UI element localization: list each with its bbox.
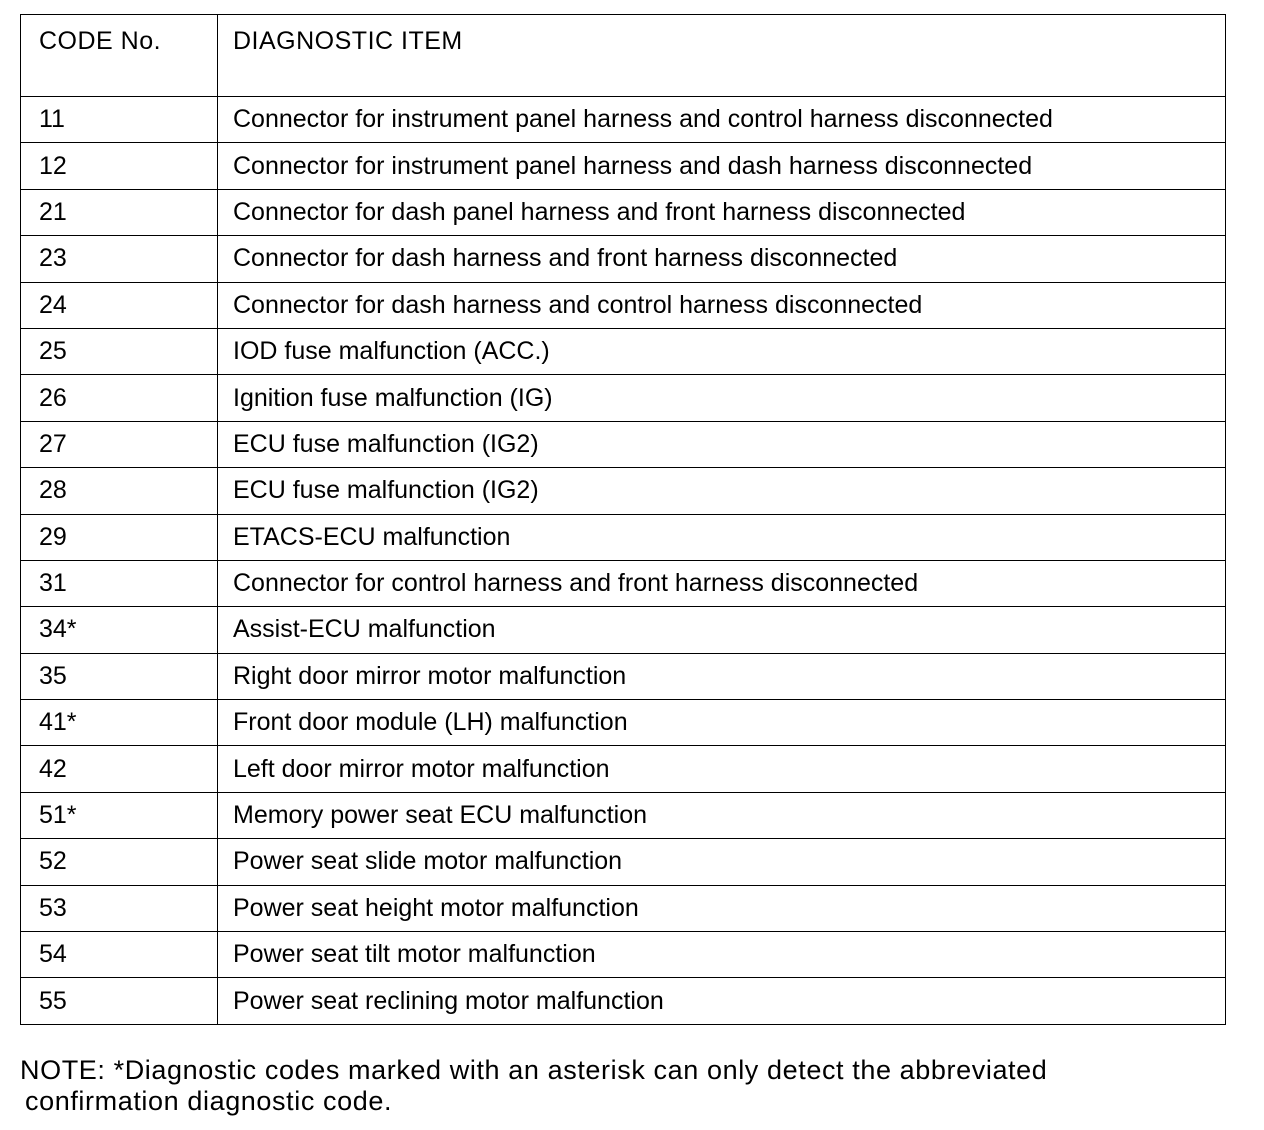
footnote-line-2: confirmation diagnostic code.: [25, 1086, 393, 1116]
footnote: [20, 1053, 1220, 1118]
header-code-no: CODE No.: [21, 15, 218, 97]
table-row: [21, 282, 1226, 328]
table-row: [21, 328, 1226, 374]
table-row: [21, 700, 1226, 746]
table-row: [21, 468, 1226, 514]
header-diagnostic-item: DIAGNOSTIC ITEM: [218, 15, 1226, 97]
table-row: [21, 236, 1226, 282]
code-cell: 21: [21, 189, 218, 235]
code-cell: 31: [21, 560, 218, 606]
code-cell: 24: [21, 282, 218, 328]
code-cell: 41*: [21, 700, 218, 746]
diagnostic-item-cell: IOD fuse malfunction (ACC.): [218, 328, 1226, 374]
table-row: [21, 746, 1226, 792]
diagnostic-item-cell: Connector for dash panel harness and front harness disconnected: [218, 189, 1226, 235]
diagnostic-item-cell: Left door mirror motor malfunction: [218, 746, 1226, 792]
diagnostic-item-cell: Front door module (LH) malfunction: [218, 700, 1226, 746]
table-row: [21, 978, 1226, 1024]
table-row: [21, 885, 1226, 931]
code-cell: 12: [21, 143, 218, 189]
diagnostic-item-cell: Connector for dash harness and front harness disconnected: [218, 236, 1226, 282]
table-body: [21, 97, 1226, 1025]
code-cell: 51*: [21, 792, 218, 838]
diagnostic-item-cell: Power seat slide motor malfunction: [218, 839, 1226, 885]
table-header-row: [21, 15, 1226, 97]
code-cell: 27: [21, 421, 218, 467]
code-cell: 28: [21, 468, 218, 514]
code-cell: 55: [21, 978, 218, 1024]
code-cell: 29: [21, 514, 218, 560]
diagnostic-item-cell: Connector for control harness and front harness disconnected: [218, 560, 1226, 606]
diagnostic-item-cell: Power seat height motor malfunction: [218, 885, 1226, 931]
diagnostic-item-cell: Connector for instrument panel harness and dash harness disconnected: [218, 143, 1226, 189]
table-row: [21, 932, 1226, 978]
code-cell: 23: [21, 236, 218, 282]
table-row: [21, 143, 1226, 189]
diagnostic-item-cell: Memory power seat ECU malfunction: [218, 792, 1226, 838]
diagnostic-item-cell: Ignition fuse malfunction (IG): [218, 375, 1226, 421]
code-cell: 52: [21, 839, 218, 885]
table-row: [21, 97, 1226, 143]
diagnostic-item-cell: Right door mirror motor malfunction: [218, 653, 1226, 699]
footnote-line-1: NOTE: *Diagnostic codes marked with an asterisk can only detect the abbreviated: [20, 1055, 1048, 1085]
code-cell: 42: [21, 746, 218, 792]
table-row: [21, 514, 1226, 560]
diagnostic-item-cell: ETACS-ECU malfunction: [218, 514, 1226, 560]
table-row: [21, 839, 1226, 885]
diagnostic-item-cell: Connector for instrument panel harness and control harness disconnected: [218, 97, 1226, 143]
code-cell: 54: [21, 932, 218, 978]
code-cell: 25: [21, 328, 218, 374]
table-row: [21, 375, 1226, 421]
table-row: [21, 421, 1226, 467]
code-cell: 26: [21, 375, 218, 421]
table-row: [21, 607, 1226, 653]
diagnostic-item-cell: Power seat reclining motor malfunction: [218, 978, 1226, 1024]
diagnostic-item-cell: Assist-ECU malfunction: [218, 607, 1226, 653]
code-cell: 35: [21, 653, 218, 699]
diagnostic-item-cell: Connector for dash harness and control harness disconnected: [218, 282, 1226, 328]
diagnostic-item-cell: ECU fuse malfunction (IG2): [218, 421, 1226, 467]
code-cell: 53: [21, 885, 218, 931]
diagnostic-code-table: [20, 14, 1226, 1025]
table-row: [21, 560, 1226, 606]
code-cell: 34*: [21, 607, 218, 653]
diagnostic-item-cell: Power seat tilt motor malfunction: [218, 932, 1226, 978]
table-row: [21, 792, 1226, 838]
table-row: [21, 653, 1226, 699]
table-row: [21, 189, 1226, 235]
diagnostic-item-cell: ECU fuse malfunction (IG2): [218, 468, 1226, 514]
code-cell: 11: [21, 97, 218, 143]
